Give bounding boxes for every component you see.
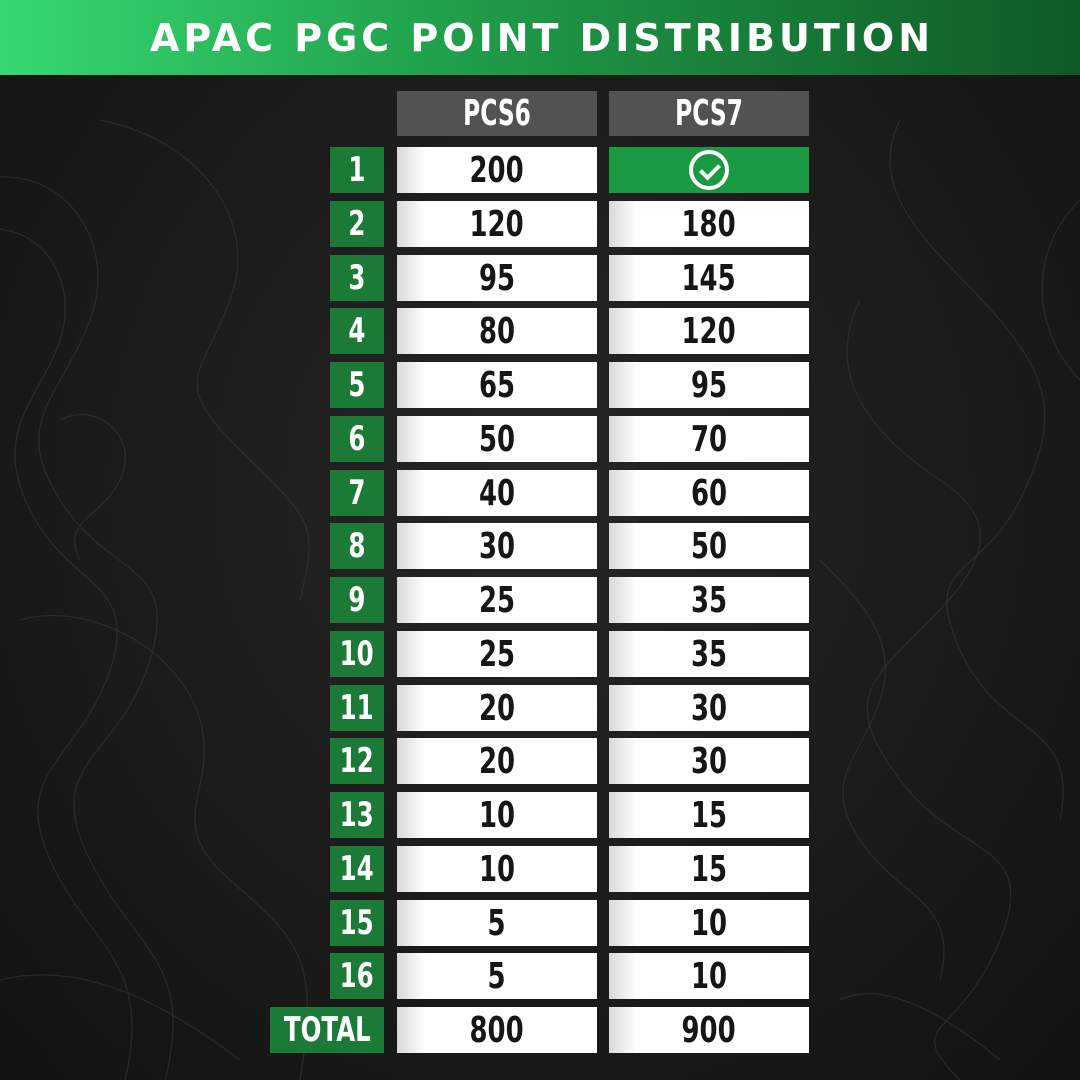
rank-label: 2 xyxy=(348,204,366,244)
pcs6-points-cell xyxy=(397,201,597,247)
rank-label: 6 xyxy=(348,419,366,459)
pcs7-points-cell xyxy=(609,523,809,569)
pcs7-total-cell xyxy=(609,1007,809,1053)
pcs7-total-value: 900 xyxy=(681,1009,737,1051)
column-header-label: PCS7 xyxy=(675,93,743,134)
rank-label: 1 xyxy=(348,150,366,190)
pcs6-total-value: 800 xyxy=(469,1009,525,1051)
column-header-pcs7 xyxy=(609,91,809,136)
pcs6-points-cell xyxy=(397,470,597,516)
pcs7-points-value: 30 xyxy=(690,687,728,729)
pcs7-points-value: 60 xyxy=(690,472,728,514)
pcs7-points-cell xyxy=(609,900,809,946)
rank-cell xyxy=(330,792,384,838)
pcs6-points-value: 25 xyxy=(478,579,516,621)
rank-label: 3 xyxy=(348,258,366,298)
pcs7-points-value: 145 xyxy=(681,257,737,299)
pcs6-points-value: 120 xyxy=(469,203,525,245)
rank-cell xyxy=(330,738,384,784)
column-header-label: PCS6 xyxy=(463,93,531,134)
pcs6-points-value: 10 xyxy=(478,848,516,890)
pcs7-points-cell xyxy=(609,953,809,999)
rank-cell xyxy=(330,953,384,999)
pcs6-points-value: 40 xyxy=(478,472,516,514)
pcs7-points-value: 10 xyxy=(690,955,728,997)
rank-label: 14 xyxy=(339,849,375,889)
pcs6-points-cell xyxy=(397,147,597,193)
pcs6-points-cell xyxy=(397,577,597,623)
pcs6-points-value: 5 xyxy=(487,955,507,997)
pcs7-points-cell xyxy=(609,308,809,354)
pcs6-points-value: 50 xyxy=(478,418,516,460)
pcs6-points-value: 5 xyxy=(487,902,507,944)
pcs6-points-cell xyxy=(397,846,597,892)
pcs6-points-cell xyxy=(397,255,597,301)
rank-label: 12 xyxy=(339,741,375,781)
pcs6-points-value: 10 xyxy=(478,794,516,836)
pcs6-points-value: 30 xyxy=(478,525,516,567)
title-banner xyxy=(0,0,1080,75)
pcs6-points-cell xyxy=(397,900,597,946)
rank-cell xyxy=(330,147,384,193)
pcs7-points-value: 15 xyxy=(690,848,728,890)
pcs7-points-value: 180 xyxy=(681,203,737,245)
pcs7-points-value: 120 xyxy=(681,310,737,352)
pcs6-points-cell xyxy=(397,308,597,354)
pcs6-points-value: 200 xyxy=(469,149,525,191)
rank-label: 8 xyxy=(348,526,366,566)
rank-cell xyxy=(330,470,384,516)
rank-cell xyxy=(330,201,384,247)
rank-label: 15 xyxy=(339,903,375,943)
pcs7-points-cell xyxy=(609,792,809,838)
pcs7-points-value: 70 xyxy=(690,418,728,460)
rank-cell xyxy=(330,846,384,892)
rank-cell xyxy=(330,523,384,569)
pcs7-points-value: 30 xyxy=(690,740,728,782)
total-label-cell xyxy=(270,1007,384,1053)
rank-label: 11 xyxy=(339,688,375,728)
rank-cell xyxy=(330,685,384,731)
pcs7-points-cell xyxy=(609,255,809,301)
pcs6-points-cell xyxy=(397,792,597,838)
pcs7-points-cell xyxy=(609,362,809,408)
pcs6-points-value: 20 xyxy=(478,740,516,782)
pcs7-points-cell xyxy=(609,685,809,731)
pcs7-points-cell xyxy=(609,846,809,892)
pcs7-points-cell xyxy=(609,201,809,247)
rank-label: 5 xyxy=(348,365,366,405)
rank-cell xyxy=(330,255,384,301)
rank-cell xyxy=(330,416,384,462)
rank-label: 13 xyxy=(339,795,375,835)
page-title: APAC PGC POINT DISTRIBUTION xyxy=(149,15,935,60)
rank-cell xyxy=(330,362,384,408)
pcs7-points-cell xyxy=(609,416,809,462)
rank-cell xyxy=(330,900,384,946)
rank-cell xyxy=(330,631,384,677)
pcs6-points-cell xyxy=(397,738,597,784)
rank-cell xyxy=(330,577,384,623)
pcs6-total-cell xyxy=(397,1007,597,1053)
rank-label: 16 xyxy=(339,956,375,996)
pcs6-points-cell xyxy=(397,631,597,677)
pcs7-points-value: 50 xyxy=(690,525,728,567)
rank-label: 10 xyxy=(339,634,375,674)
column-header-pcs6 xyxy=(397,91,597,136)
rank-label: 9 xyxy=(348,580,366,620)
pcs7-points-cell xyxy=(609,738,809,784)
pcs6-points-cell xyxy=(397,362,597,408)
pcs6-points-value: 65 xyxy=(478,364,516,406)
pcs6-points-value: 20 xyxy=(478,687,516,729)
pcs6-points-value: 95 xyxy=(478,257,516,299)
pcs7-points-value: 35 xyxy=(690,579,728,621)
pcs7-points-value: 35 xyxy=(690,633,728,675)
pcs7-points-cell xyxy=(609,631,809,677)
check-circle-icon xyxy=(689,150,729,190)
pcs7-points-cell xyxy=(609,577,809,623)
pcs7-points-value: 95 xyxy=(690,364,728,406)
pcs7-points-value: 15 xyxy=(690,794,728,836)
pcs6-points-cell xyxy=(397,416,597,462)
total-label: TOTAL xyxy=(283,1010,371,1050)
pcs6-points-cell xyxy=(397,523,597,569)
pcs6-points-value: 80 xyxy=(478,310,516,352)
pcs7-points-cell xyxy=(609,470,809,516)
pcs6-points-value: 25 xyxy=(478,633,516,675)
pcs6-points-cell xyxy=(397,953,597,999)
pcs6-points-cell xyxy=(397,685,597,731)
pcs7-qualified-cell xyxy=(609,147,809,193)
rank-label: 4 xyxy=(348,311,366,351)
pcs7-points-value: 10 xyxy=(690,902,728,944)
rank-label: 7 xyxy=(348,473,366,513)
rank-cell xyxy=(330,308,384,354)
